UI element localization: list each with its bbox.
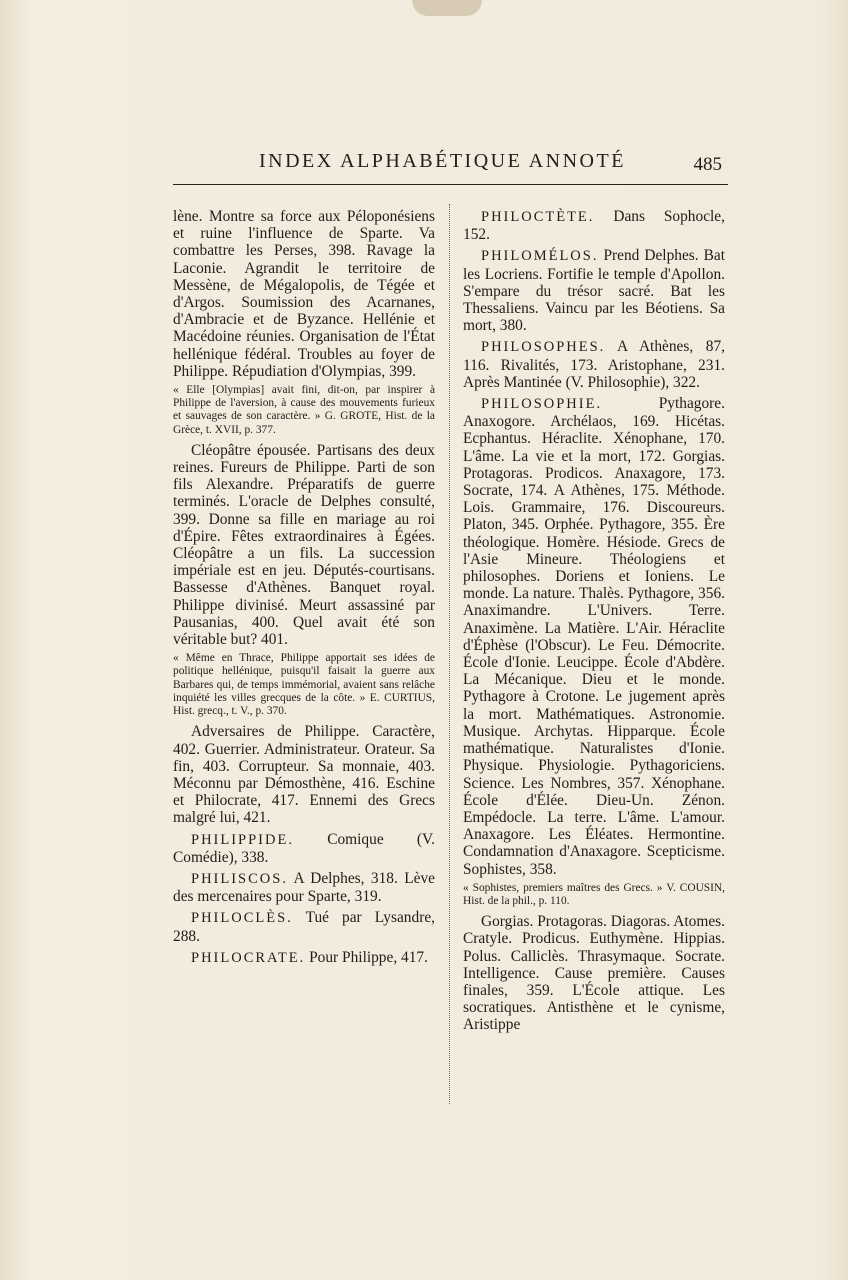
entry-body: Comique (V. Comédie), 338. xyxy=(173,830,435,866)
entry-body: A Delphes, 318. Lève des mercenaires pour Sparte, 319. xyxy=(173,869,436,906)
philippe-paragraph-2: Cléopâtre épousée. Partisans des deux reines. Fureurs de Philippe. Parti de son fils Alexandre. Préparatifs de guerre terminés. L'oracle de Delphes consulté, 399. Donne sa fille en mariage au roi d'Épire. Fêtes extraordinaires à Égées. Cléopâtre a un fils. La succession impériale est en jeu. Députés-courtisans. Bassesse d'Athènes. Banquet royal. Philippe divinisé. Meurt assassiné par Pausanias, 400. Quel avait été son véritable but? 401. xyxy=(173,441,435,649)
headword: PHILISCOS. xyxy=(191,870,288,887)
footnote-curtius: « Même en Thrace, Philippe apportait ses idées de politique hellénique, puisqu'il faisait la guerre aux Barbares qui, de temps immémorial, avaient sans relâche inquiété les villes grecques de la côte. » E. CURTIUS, Hist. grecq., t. V., p. 370. xyxy=(173,652,435,718)
binding-mark xyxy=(412,0,482,16)
entry-body: Tué par Lysandre, 288. xyxy=(173,909,436,945)
entry-body: Dans Sophocle, 152. xyxy=(463,208,725,244)
entry-philiscos xyxy=(173,870,435,905)
headword: PHILOCTÈTE. xyxy=(481,209,595,225)
page-header xyxy=(173,150,728,186)
footnote-grote: « Elle [Olympias] avait fini, dit-on, par inspirer à Philippe de l'aversion, à cause des mouvements furieux et sauvages de son caractère. » G. GROTE, Hist. de la Grèce, t. XVII, p. 377. xyxy=(173,384,435,436)
entry-philocrate xyxy=(173,949,435,967)
entry-body: Prend Delphes. Bat les Locriens. Fortifie le temple d'Apollon. S'empare du trésor sacré. Bat les Thessaliens. Vaincu par les Béotiens. Sa mort, 380. xyxy=(463,247,725,335)
headword: PHILOSOPHIE. xyxy=(481,396,603,413)
entry-philocles xyxy=(173,909,435,944)
entry-philosophes xyxy=(463,338,725,391)
footnote-cousin: « Sophistes, premiers maîtres des Grecs. » V. COUSIN, Hist. de la phil., p. 110. xyxy=(463,881,725,907)
headword: PHILIPPIDE. xyxy=(191,831,294,848)
philippe-paragraph-3: Adversaires de Philippe. Caractère, 402. Guerrier. Administrateur. Orateur. Sa fin, 403. Corrupteur. Sa monnaie, 403. Méconnu par Démosthène, 416. Eschine et Philocrate, 417. Ennemi des Grecs malgré lui, 421. xyxy=(173,723,435,827)
headword: PHILOSOPHES. xyxy=(481,339,606,356)
entry-body: Pour Philippe, 417. xyxy=(309,948,428,966)
entry-philippide xyxy=(173,831,435,866)
entry-body: A Athènes, 87, 116. Rivalités, 173. Aristophane, 231. Après Mantinée (V. Philosophie), 322. xyxy=(463,338,725,391)
running-title: INDEX ALPHABÉTIQUE ANNOTÉ xyxy=(259,150,626,172)
philippe-continuation: lène. Montre sa force aux Péloponésiens et ruine l'influence de Sparte. Va combattre les Perses, 398. Ravage la Laconie. Agrandit le territoire de Messène, de Mégalopolis, de Tégée et d'Argos. Soumission des Acarnanes, d'Ambracie et de Byzance. Hellénie et Macédoine réunies. Organisation de l'État hellénique fédéral. Troubles au foyer de Philippe. Répudiation d'Olympias, 399. xyxy=(173,208,435,380)
philosophie-continuation: Gorgias. Protagoras. Diagoras. Atomes. Cratyle. Prodicus. Euthymène. Hippias. Polus. Calliclès. Thrasymaque. Socrate. Intelligence. Cause première. Causes finales, 359. L'École attique. Les socratiques. Antisthène et le cynisme, Aristippe xyxy=(463,913,725,1034)
entry-philosophie xyxy=(463,395,725,878)
entry-philoctete xyxy=(463,208,725,243)
headword: PHILOCLÈS. xyxy=(191,910,293,927)
entry-body: Pythagore. Anaxogore. Archélaos, 169. Hicétas. Ecphantus. Héraclite. Xénophane, 170. L'âme. La vie et la mort, 172. Gorgias. Protagoras. Prodicos. Anaxagore, 173. Socrate, 174. A Athènes, 175. Méthode. Lois. Grammaire, 176. Discoureurs. Platon, 345. Orphée. Pythagore, 355. Ère théologique. Homère. Hésiode. Grecs de l'Asie Mineure. Théologiens et philosophes. Doriens et Ioniens. Le monde. La nature. Thalès. Pythagore, 356. Anaximandre. L'Univers. Terre. Anaximène. La Matière. L'Air. Héraclite d'Éphèse (l'Obscur). Le Feu. Démocrite. École d'Ionie. Leucippe. École d'Abdère. La Mécanique. Dieu et le monde. Pythagore à Crotone. Le jugement après la mort. Mathématiques. Astronomie. Musique. Archytas. Hipparque. École mathématique. Naturalistes d'Ionie. Physique. Physiologie. Pythagoriciens. Science. Les Nombres, 357. Xénophane. École d'Élée. Dieu-Un. Zénon. Empédocle. La terre. L'âme. L'amour. Anaxagore. Les Éléates. Hermontine. Condamnation d'Anaxagore. Scepticisme. Sophistes, 358. xyxy=(463,395,725,878)
entry-philomelos xyxy=(463,247,725,334)
header-rule xyxy=(173,184,728,185)
headword: PHILOMÉLOS. xyxy=(481,248,599,265)
page-number: 485 xyxy=(693,154,722,175)
right-column xyxy=(463,208,725,1038)
column-divider xyxy=(449,204,450,1104)
headword: PHILOCRATE. xyxy=(191,949,306,966)
left-column xyxy=(173,208,435,971)
